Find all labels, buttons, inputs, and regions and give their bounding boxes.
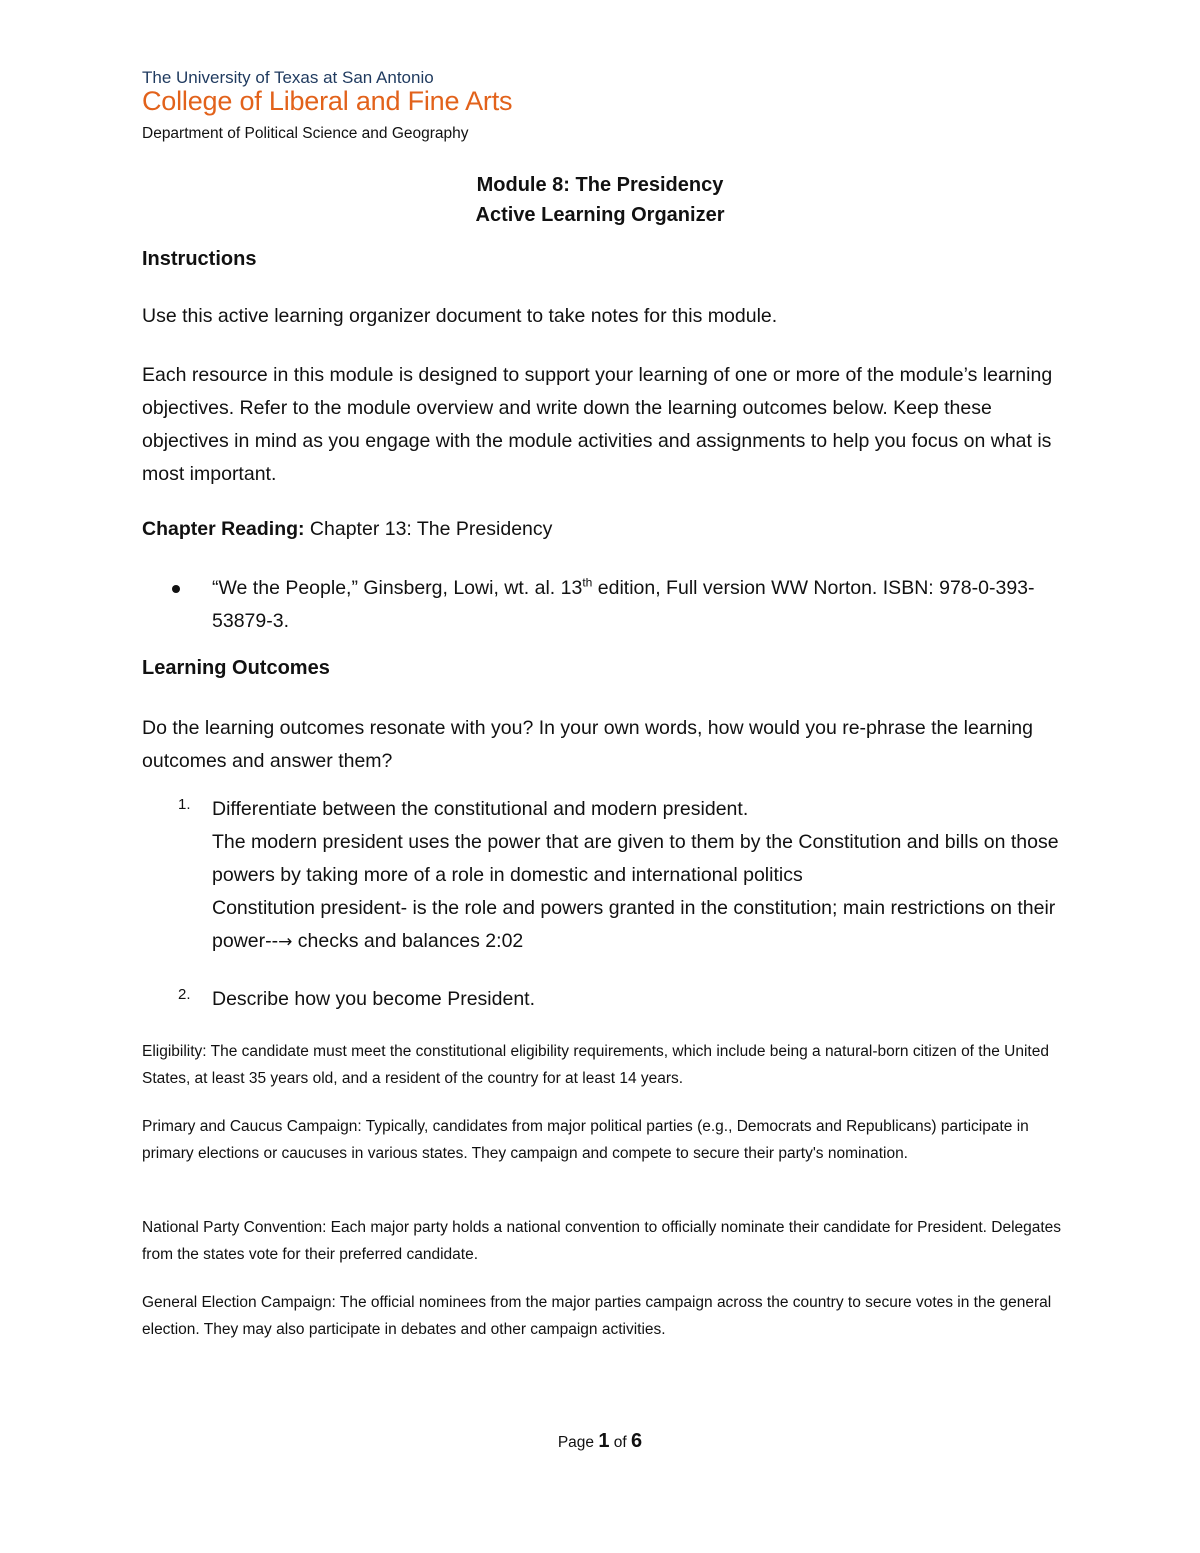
citation-text-end: edition, Full version WW Norton. ISBN: 978-0-393-53879-3.	[212, 577, 1035, 632]
instructions-paragraph-1: Use this active learning organizer document to take notes for this module.	[142, 305, 778, 327]
title-line-2: Active Learning Organizer	[475, 204, 725, 226]
college-name: College of Liberal and Fine Arts	[142, 86, 513, 116]
note-general-election: General Election Campaign: The official nominees from the major parties campaign across the country to secure votes in the general election. They may also participate in debates and other campaign activities.	[142, 1294, 1052, 1338]
answer-text-end: checks and balances 2:02	[292, 930, 524, 952]
chapter-reading-label: Chapter Reading:	[142, 518, 305, 540]
outcome-answer-line: The modern president uses the power that are given to them by the Constitution and bills on those powers by taking more of a role in domestic and international politics	[212, 831, 1059, 886]
outcome-text	[212, 793, 1072, 959]
outcome-number: 2.	[178, 986, 191, 1003]
document-title	[0, 170, 1200, 230]
footer-of-label: of	[609, 1434, 632, 1451]
chapter-reading-value: Chapter 13: The Presidency	[304, 518, 553, 540]
answer-text: Constitution president- is the role and powers granted in the constitution; main restrictions on their power--	[212, 897, 1056, 952]
outcome-answer-line	[212, 892, 1072, 959]
citation-superscript: th	[582, 575, 593, 590]
outcome-number: 1.	[178, 796, 191, 813]
footer-total-pages: 6	[631, 1430, 643, 1452]
note-national-convention: National Party Convention: Each major party holds a national convention to officially nominate their candidate for President. Delegates from the states vote for their preferred candidate.	[142, 1219, 1062, 1263]
instructions-heading: Instructions	[142, 248, 257, 270]
department-name: Department of Political Science and Geography	[142, 125, 469, 142]
title-line-1: Module 8: The Presidency	[476, 174, 724, 196]
outcome-title: Differentiate between the constitutional and modern president.	[212, 798, 749, 820]
page-footer	[0, 1430, 1200, 1453]
outcome-title: Describe how you become President.	[212, 988, 535, 1010]
footer-current-page: 1	[598, 1430, 610, 1452]
learning-outcomes-prompt: Do the learning outcomes resonate with you? In your own words, how would you re-phrase the learning outcomes and answer them?	[142, 717, 1034, 772]
footer-page-label: Page	[557, 1434, 599, 1451]
bullet-icon	[172, 585, 180, 593]
chapter-reading	[142, 518, 1062, 541]
citation-text: “We the People,” Ginsberg, Lowi, wt. al. 13	[212, 577, 583, 599]
university-name: The University of Texas at San Antonio	[142, 68, 434, 87]
note-primary-caucus: Primary and Caucus Campaign: Typically, candidates from major political parties (e.g., Democrats and Republicans) participate in primary elections or caucuses in various states. They campaign and compete to secure their party's nomination.	[142, 1118, 1029, 1162]
instructions-paragraph-2: Each resource in this module is designed to support your learning of one or more of the module’s learning objectives. Refer to the module overview and write down the learning outcomes below. Keep these objectives in mind as you engage with the module activities and assignments to help you focus on what is most important.	[142, 364, 1053, 485]
learning-outcomes-heading: Learning Outcomes	[142, 657, 330, 679]
reading-citation	[212, 572, 1062, 638]
arrow-right-icon: →	[278, 932, 293, 952]
note-eligibility: Eligibility: The candidate must meet the constitutional eligibility requirements, which include being a natural-born citizen of the United States, at least 35 years old, and a resident of the country for at least 14 years.	[142, 1043, 1049, 1087]
